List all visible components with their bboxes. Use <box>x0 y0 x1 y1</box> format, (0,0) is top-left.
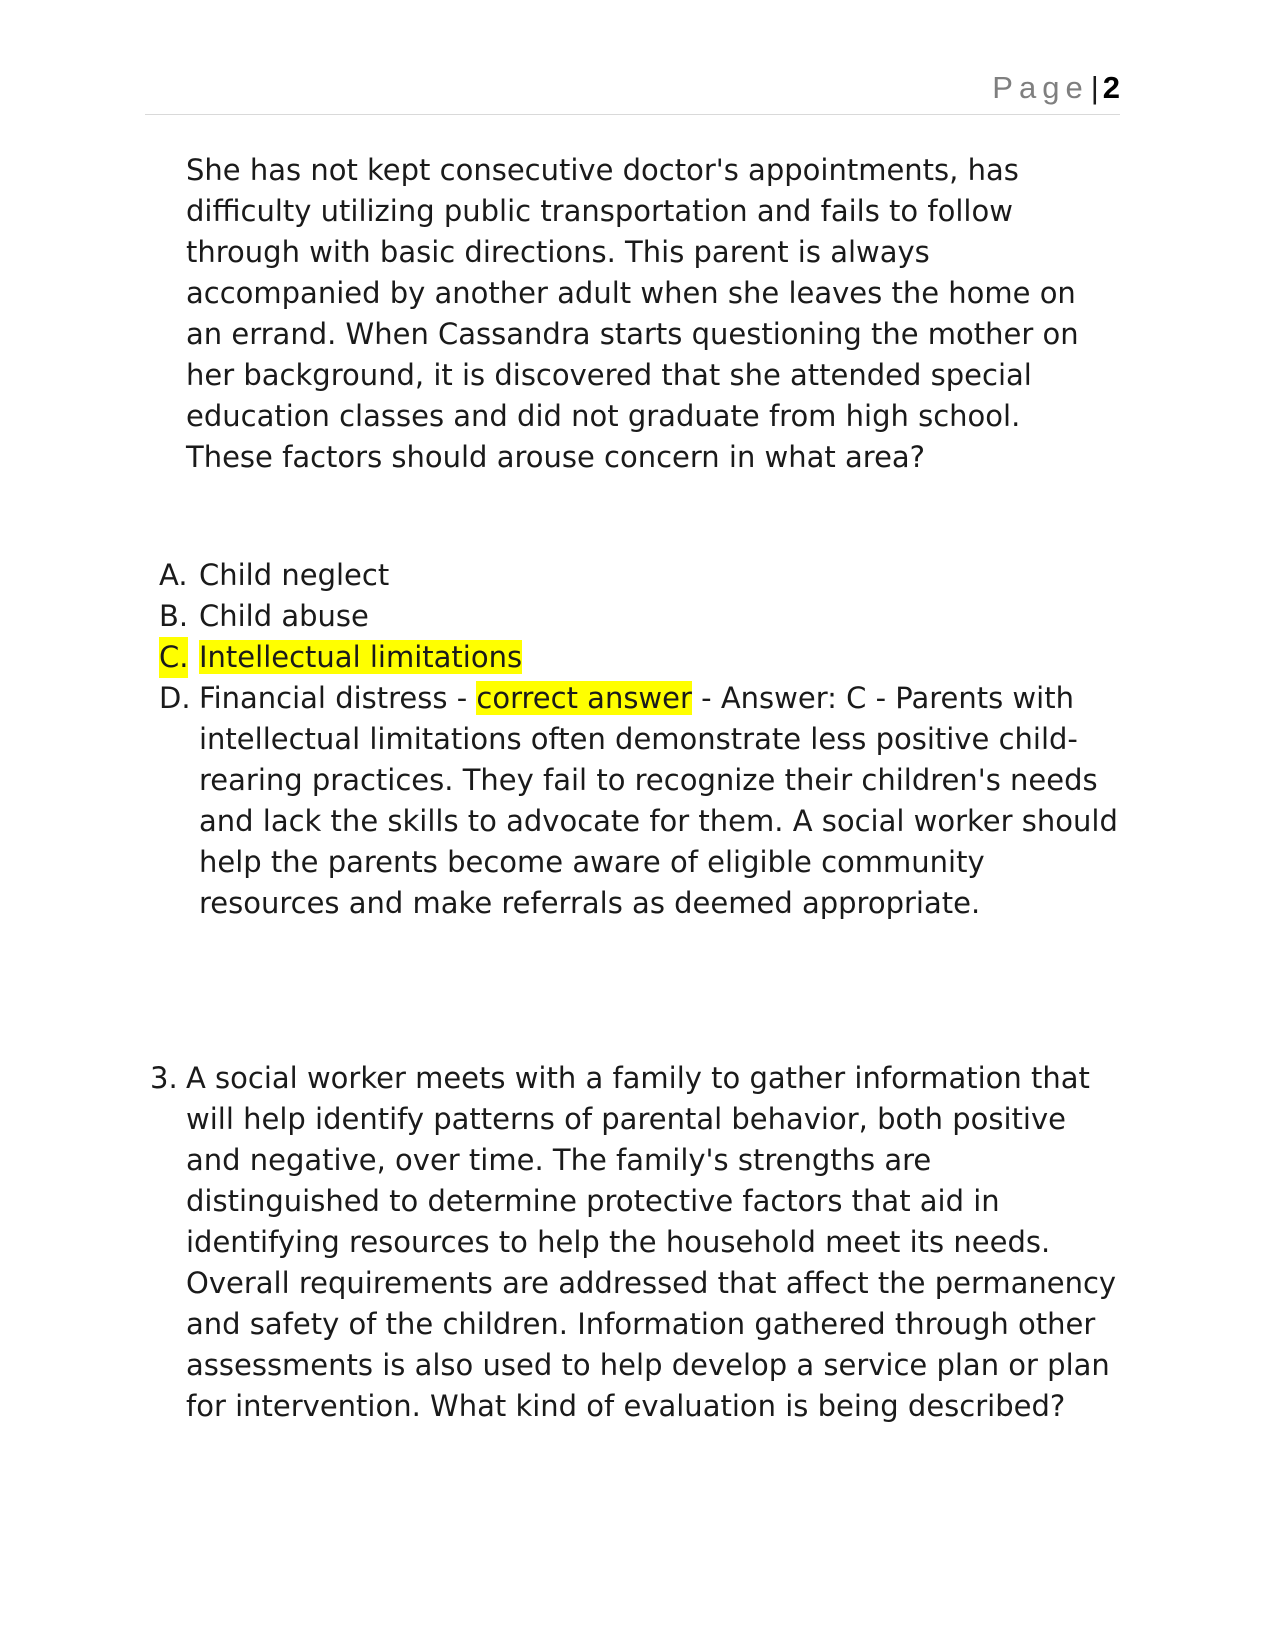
option-c <box>159 637 1119 678</box>
page-number: 2 <box>1102 70 1120 105</box>
option-d <box>159 678 1119 924</box>
answer-explanation: - Answer: C - Parents with intellectual limitations often demonstrate less positive child-rearing practices. They fail to recognize their children's needs and lack the skills to advocate for them. A social worker should help the parents become aware of eligible community resources and make referrals as deemed appropriate. <box>199 681 1118 920</box>
option-text: Intellectual limitations <box>199 640 523 674</box>
option-letter: A. <box>159 558 188 592</box>
page-header <box>145 70 1120 115</box>
question-3-text: A social worker meets with a family to gather information that will help identify patterns of parental behavior, both positive and negative, over time. The family's strengths are distinguished to determine protective factors that aid in identifying resources to help the household meet its needs. Overall requirements are addressed that affect the permanency and safety of the children. Information gathered through other assessments is also used to help develop a service plan or plan for intervention. What kind of evaluation is being described? <box>186 1061 1117 1423</box>
option-text: Financial distress - <box>199 681 477 715</box>
correct-answer-marker: correct answer <box>476 681 692 715</box>
option-letter: C. <box>159 637 188 678</box>
option-a <box>159 555 1119 596</box>
option-letter: D. <box>159 681 191 715</box>
question-number: 3. <box>150 1061 178 1095</box>
option-text: Child neglect <box>199 558 390 592</box>
option-letter: B. <box>159 599 189 633</box>
question-continued-text: She has not kept consecutive doctor's appointments, has difficulty utilizing public transportation and fails to follow through with basic directions. This parent is always accompanied by another adult when she leaves the home on an errand. When Cassandra starts questioning the mother on her background, it is discovered that she attended special education classes and did not graduate from high school. These factors should arouse concern in what area? <box>186 153 1079 474</box>
answer-options <box>159 555 1119 924</box>
option-text: Child abuse <box>199 599 369 633</box>
question-3 <box>150 1058 1125 1427</box>
page-separator: | <box>1090 70 1099 105</box>
page-label: Page <box>992 70 1089 105</box>
option-b <box>159 596 1119 637</box>
